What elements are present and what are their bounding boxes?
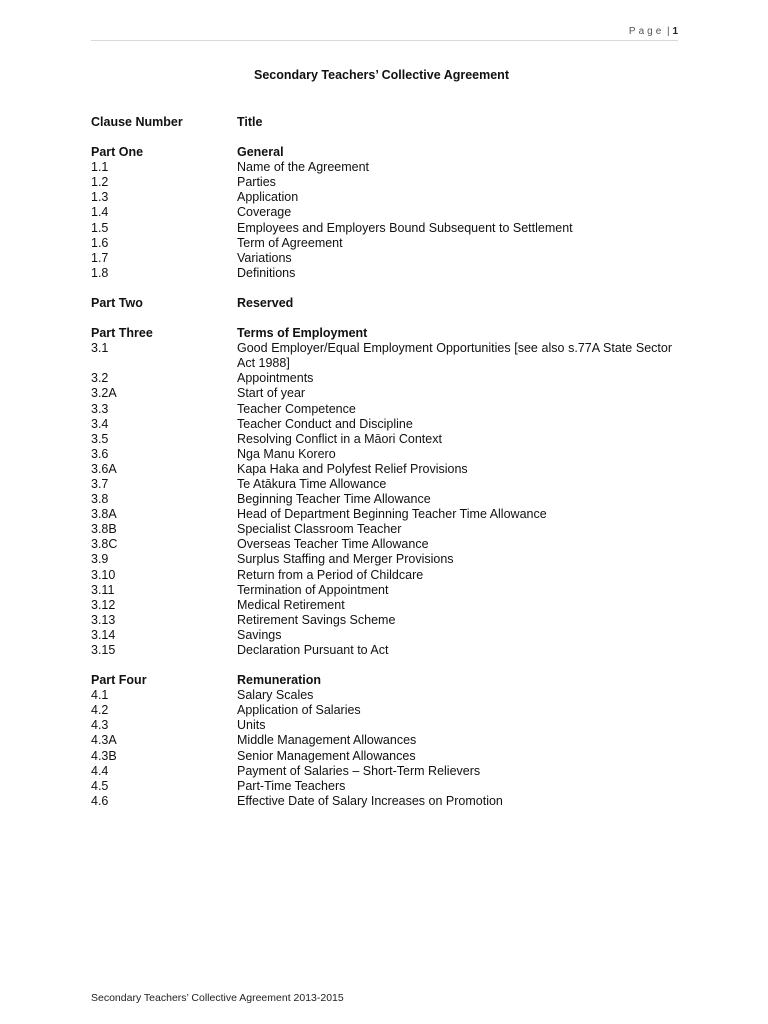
section-gap <box>91 130 672 145</box>
page-number: 1 <box>672 26 678 37</box>
clause-title: Application of Salaries <box>237 703 361 718</box>
clause-number: 3.8C <box>91 537 118 552</box>
toc-row <box>91 764 672 779</box>
clause-title: Coverage <box>237 205 292 220</box>
page-label: Page <box>628 26 665 37</box>
clause-title: Effective Date of Salary Increases on Promotion <box>237 793 503 808</box>
clause-number: 4.5 <box>91 778 109 793</box>
clause-number: 3.6A <box>91 461 117 476</box>
toc-row <box>91 462 672 477</box>
clause-title: Beginning Teacher Time Allowance <box>237 492 431 507</box>
toc-row <box>91 492 672 507</box>
clause-number: 3.11 <box>91 582 115 597</box>
clause-title: Teacher Conduct and Discipline <box>237 416 413 431</box>
section-gap <box>91 658 672 673</box>
clause-number: 1.3 <box>91 190 109 205</box>
clause-title: Overseas Teacher Time Allowance <box>237 537 429 552</box>
clause-title: Middle Management Allowances <box>237 733 417 748</box>
toc-row <box>91 417 672 432</box>
section-gap <box>91 281 672 296</box>
clause-title: Employees and Employers Bound Subsequent to Settlement <box>237 220 573 235</box>
clause-number: 3.14 <box>91 627 116 642</box>
clause-title: Specialist Classroom Teacher <box>237 522 402 537</box>
clause-title: Variations <box>237 250 292 265</box>
toc-row <box>91 613 672 628</box>
clause-title: Parties <box>237 175 276 190</box>
toc-row <box>91 568 672 583</box>
toc-row <box>91 386 672 401</box>
title-header: Title <box>237 115 263 129</box>
clause-title: Term of Agreement <box>237 235 343 250</box>
clause-title: Start of year <box>237 386 306 401</box>
toc-row <box>91 432 672 447</box>
clause-number: 4.3B <box>91 748 117 763</box>
clause-number: 3.5 <box>91 431 109 446</box>
toc-row <box>91 583 672 598</box>
toc-row <box>91 160 672 175</box>
clause-title: Te Atākura Time Allowance <box>237 476 387 491</box>
clause-title: Resolving Conflict in a Māori Context <box>237 431 442 446</box>
clause-title: Medical Retirement <box>237 597 345 612</box>
toc-row <box>91 175 672 190</box>
toc-row <box>91 718 672 733</box>
part-heading-row <box>91 145 672 160</box>
clause-number: 4.3 <box>91 718 109 733</box>
table-of-contents <box>91 115 672 809</box>
clause-title: Savings <box>237 627 282 642</box>
clause-number: 4.6 <box>91 793 109 808</box>
clause-title: Application <box>237 190 299 205</box>
toc-row <box>91 703 672 718</box>
part-heading: Terms of Employment <box>237 326 368 341</box>
clause-number: 1.4 <box>91 205 109 220</box>
part-heading: General <box>237 145 284 160</box>
clause-title: Teacher Competence <box>237 401 356 416</box>
clause-number: 4.2 <box>91 703 109 718</box>
toc-body <box>91 130 672 809</box>
toc-row <box>91 190 672 205</box>
clause-number-header: Clause Number <box>91 115 183 129</box>
toc-row <box>91 522 672 537</box>
clause-number: 3.2A <box>91 386 117 401</box>
clause-title: Nga Manu Korero <box>237 446 336 461</box>
toc-row <box>91 205 672 220</box>
part-label: Part Three <box>91 326 153 341</box>
clause-number: 3.13 <box>91 612 116 627</box>
part-label: Part Four <box>91 673 147 688</box>
toc-row <box>91 236 672 251</box>
part-label: Part Two <box>91 295 143 310</box>
toc-row <box>91 552 672 567</box>
toc-row <box>91 733 672 748</box>
clause-title: Part-Time Teachers <box>237 778 346 793</box>
clause-number: 4.1 <box>91 688 109 703</box>
clause-title: Head of Department Beginning Teacher Time Allowance <box>237 507 547 522</box>
toc-row <box>91 447 672 462</box>
toc-row <box>91 251 672 266</box>
toc-column-headers <box>91 115 672 130</box>
clause-title: Senior Management Allowances <box>237 748 416 763</box>
clause-number: 3.2 <box>91 371 109 386</box>
clause-number: 3.8 <box>91 492 109 507</box>
clause-title: Payment of Salaries – Short-Term Relievers <box>237 763 481 778</box>
section-gap <box>91 311 672 326</box>
clause-title: Appointments <box>237 371 314 386</box>
toc-row <box>91 794 672 809</box>
clause-number: 1.5 <box>91 220 109 235</box>
clause-number: 3.6 <box>91 446 109 461</box>
clause-title: Salary Scales <box>237 688 314 703</box>
clause-number: 3.3 <box>91 401 109 416</box>
clause-number: 3.4 <box>91 416 109 431</box>
clause-number: 4.4 <box>91 763 109 778</box>
clause-number: 1.6 <box>91 235 109 250</box>
toc-row <box>91 477 672 492</box>
toc-row <box>91 643 672 658</box>
part-heading: Remuneration <box>237 673 322 688</box>
clause-number: 1.8 <box>91 265 109 280</box>
clause-title: Surplus Staffing and Merger Provisions <box>237 552 454 567</box>
toc-row <box>91 779 672 794</box>
toc-row <box>91 371 672 386</box>
clause-title: Termination of Appointment <box>237 582 389 597</box>
clause-number: 1.1 <box>91 160 109 175</box>
clause-title: Definitions <box>237 265 296 280</box>
clause-title: Return from a Period of Childcare <box>237 567 424 582</box>
page-header: Page | 1 <box>91 26 678 41</box>
clause-number: 1.7 <box>91 250 109 265</box>
clause-number: 3.15 <box>91 643 116 657</box>
clause-number: 4.3A <box>91 733 117 748</box>
clause-number: 3.7 <box>91 476 109 491</box>
clause-number: 3.9 <box>91 552 109 567</box>
toc-row <box>91 266 672 281</box>
toc-row <box>91 221 672 236</box>
clause-number: 3.1 <box>91 341 109 356</box>
toc-row <box>91 341 672 371</box>
clause-title: Good Employer/Equal Employment Opportunities [see also s.77A State Sector Act 1988] <box>237 341 672 371</box>
clause-number: 3.8B <box>91 522 117 537</box>
part-heading: Reserved <box>237 295 294 310</box>
clause-number: 3.12 <box>91 597 116 612</box>
clause-title: Retirement Savings Scheme <box>237 612 396 627</box>
clause-title: Name of the Agreement <box>237 160 370 175</box>
part-label: Part One <box>91 145 144 160</box>
clause-number: 3.10 <box>91 567 116 582</box>
toc-row <box>91 507 672 522</box>
toc-row <box>91 402 672 417</box>
toc-row <box>91 628 672 643</box>
part-heading-row <box>91 296 672 311</box>
clause-title: Units <box>237 718 266 733</box>
clause-title: Kapa Haka and Polyfest Relief Provisions <box>237 461 468 476</box>
clause-number: 3.8A <box>91 507 117 522</box>
page-footer: Secondary Teachers’ Collective Agreement 2013-2015 <box>91 992 344 1004</box>
document-title: Secondary Teachers’ Collective Agreement <box>254 68 509 82</box>
toc-row <box>91 749 672 764</box>
clause-number: 1.2 <box>91 175 109 190</box>
toc-row <box>91 537 672 552</box>
toc-row <box>91 598 672 613</box>
part-heading-row <box>91 326 672 341</box>
clause-title: Declaration Pursuant to Act <box>237 643 389 657</box>
toc-row <box>91 688 672 703</box>
part-heading-row <box>91 673 672 688</box>
